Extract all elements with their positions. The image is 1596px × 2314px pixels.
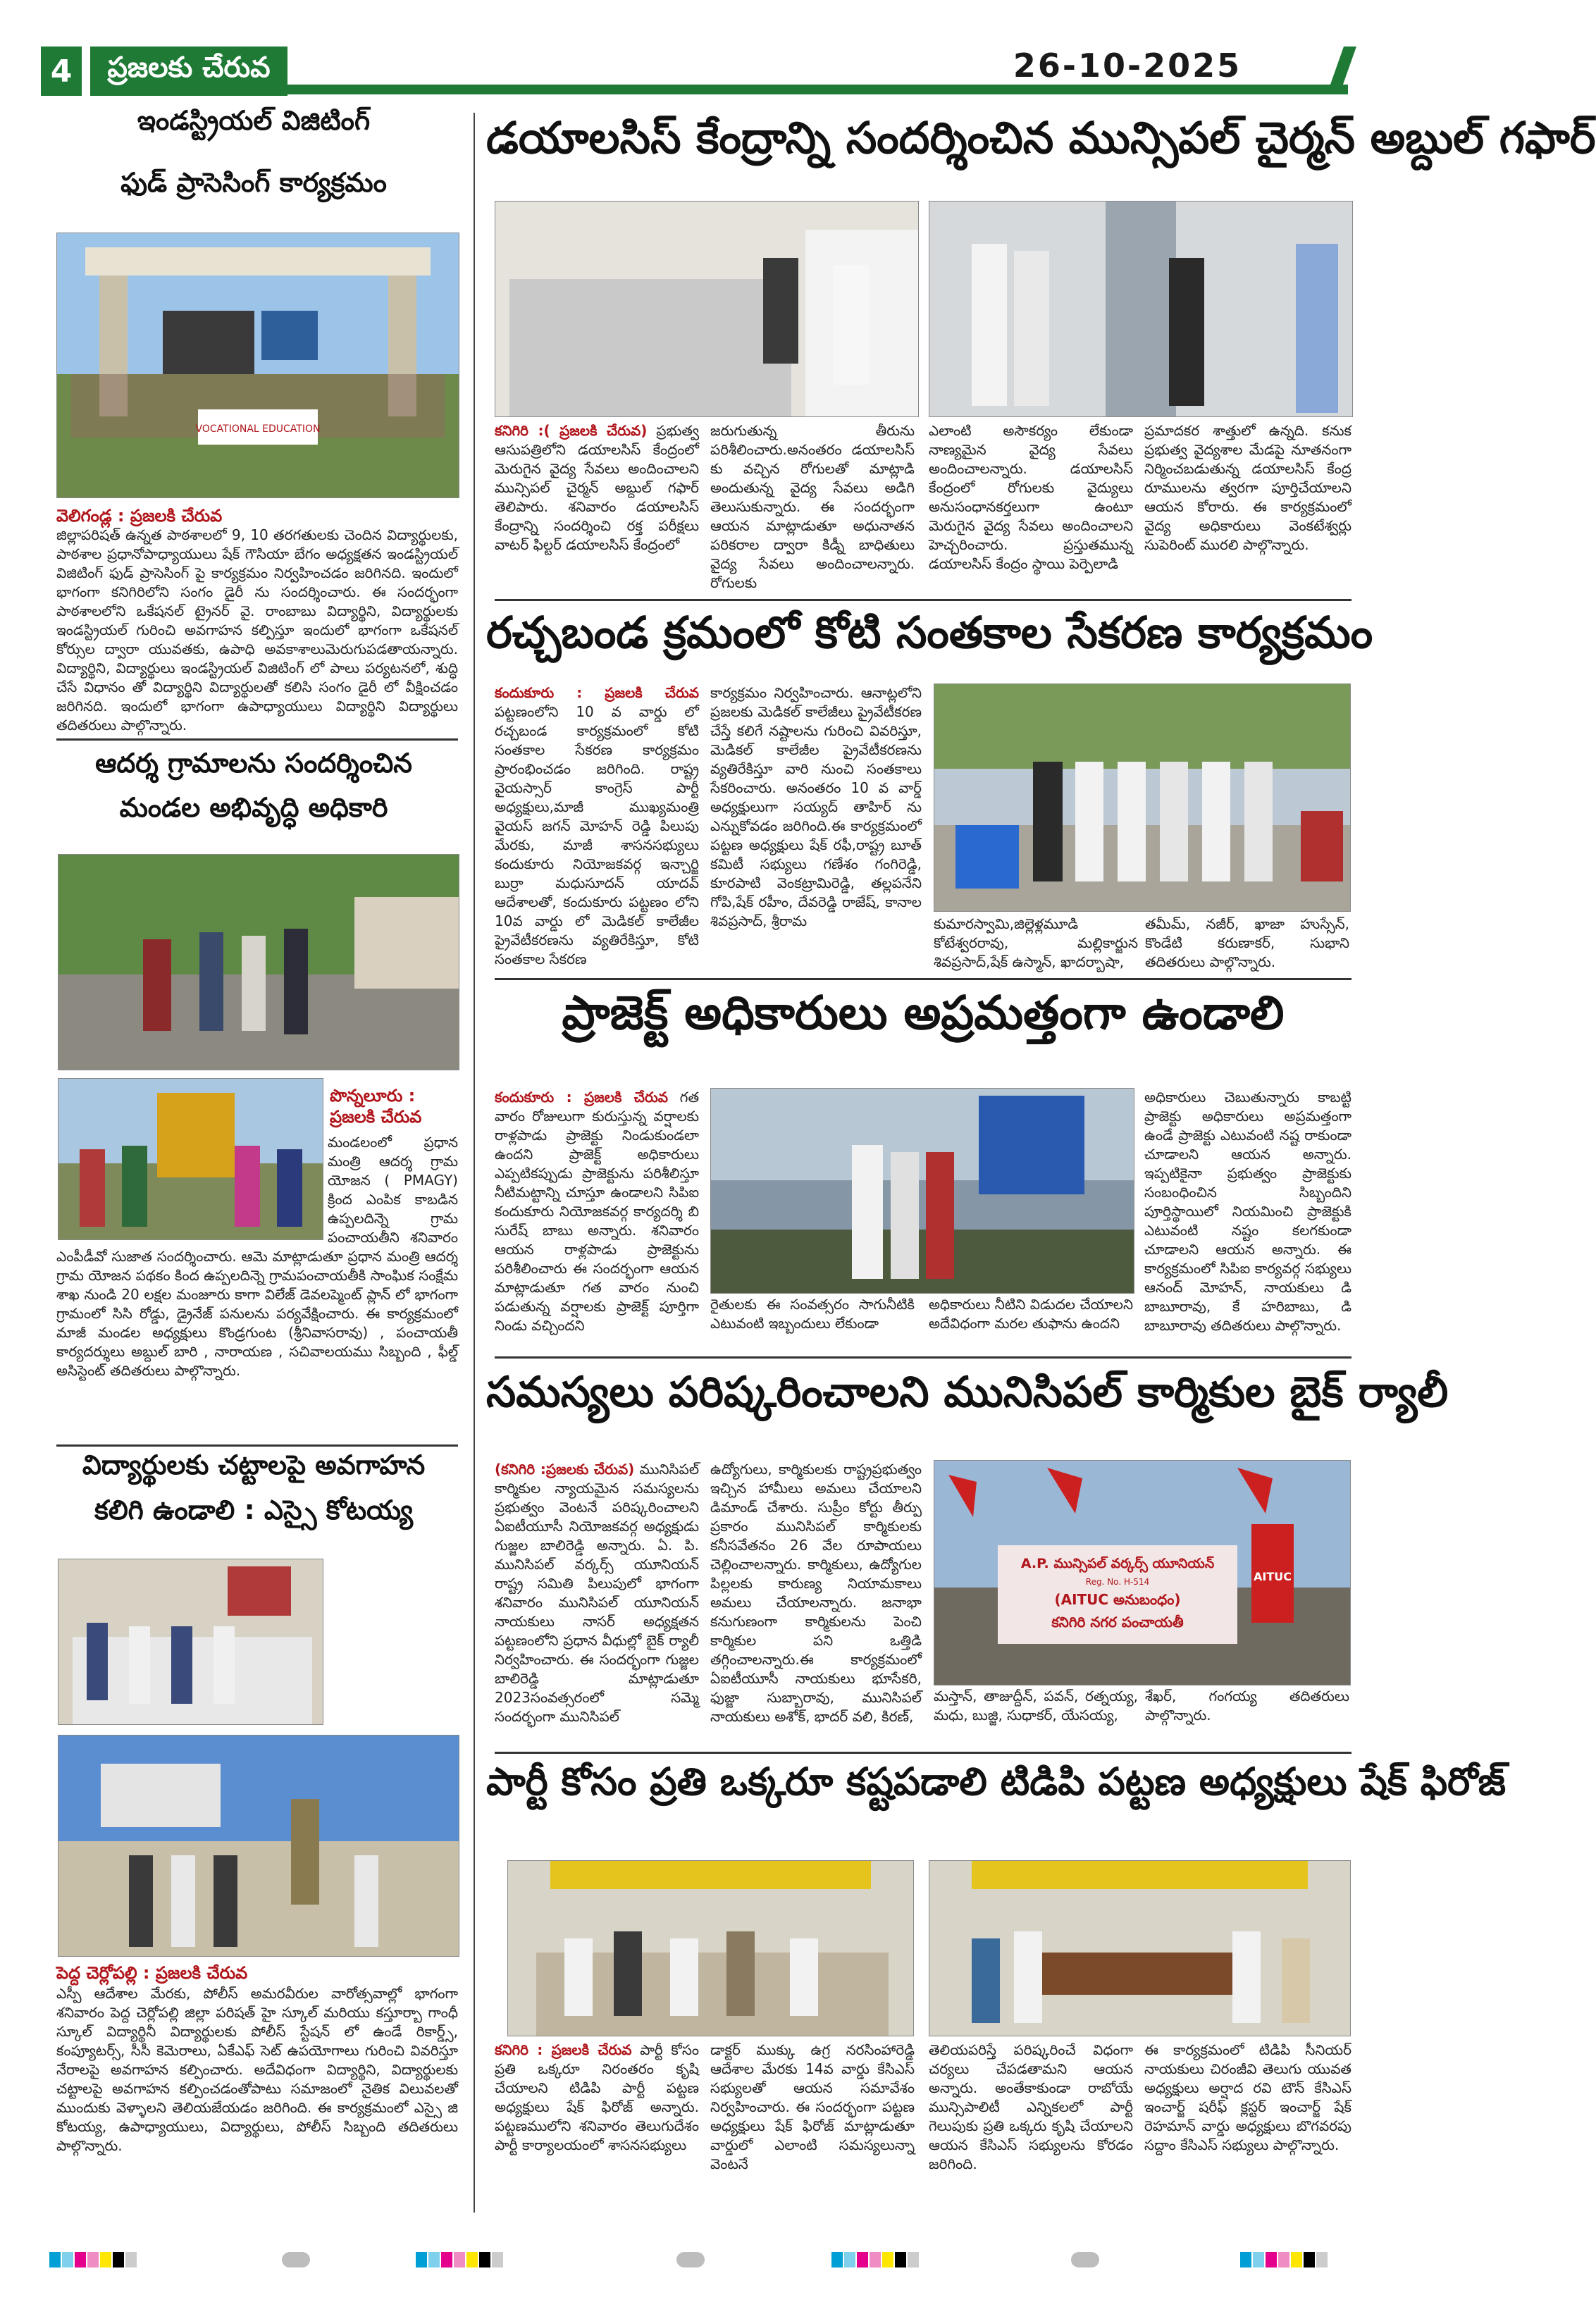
a4-headline: డయాలసిస్ కేంద్రాన్ని సందర్శించిన మున్సిపల్ చైర్మన్ అబ్దుల్ గఫార్ xyxy=(486,112,1596,163)
a7-caption-1: మస్తాన్, తాజుద్దీన్, పవన్, రత్నయ్య, మధు, బుజ్జి, సుధాకర్, యేసయ్య, xyxy=(934,1688,1138,1724)
color-swatch xyxy=(466,2252,478,2267)
color-swatch xyxy=(441,2252,452,2267)
a8-col-3: తెలియపరిస్తే పరిష్కరించే విధంగా చర్యలు చేపడతామని ఆయన అన్నారు. అంతేకాకుండా రాబోయే మున్సిపాలిటీ ఎన్నికలలో పార్టీ గెలుపుకు ప్రతి ఒక్కరు కృషి చేయాలని ఆయన కేసిఎస్ సభ్యులను కోరడం జరిగింది. xyxy=(929,2041,1133,2172)
color-swatch xyxy=(1253,2252,1264,2267)
column-divider xyxy=(474,113,475,2213)
header-bar xyxy=(287,85,1348,94)
a2-headline-2: మండల అభివృద్ధి అధికారి xyxy=(119,792,388,823)
a1-photo-graphic xyxy=(57,233,459,497)
rule xyxy=(56,738,458,741)
a6-col-2: రైతులకు ఈ సంవత్సరం సాగునీటికి ఎటువంటి ఇబ్బందులు లేకుండా xyxy=(710,1296,915,1332)
a7-col-1: (కనిగిరి :ప్రజలకు చేరువ) మునిసిపల్ కార్మికుల న్యాయమైన సమస్యలను ప్రభుత్వం వెంటనే పరిష్కరించాలని ఏఐటీయూసీ నియోజకవర్గ అధ్యక్షుడు గుజ్జల బాలిరెడ్డి అన్నారు. ఏ. పి. మునిసిపల్ వర్కర్స్ యూనియన్ రాష్ట్ర సమితి పిలుపులో భాగంగా శనివారం మునిసిపల్ యూనియన్ నాయకులు నాసర్ అధ్యక్షతన పట్టణంలోని ప్రధాన వీధుల్లో బైక్ ర్యాలీ నిర్వహించారు. ఈ సందర్భంగా గుజ్జల బాలిరెడ్డి మాట్లాడుతూ 2023సంవత్సరంలో సమ్మె సందర్భంగా మునిసిపల్ xyxy=(495,1461,699,1725)
a5-caption-2: తమీమ్, నజీర్, ఖాజా హుస్సేన్, కొండేటి కరుణాకర్, సుభాని తదితరులు పాల్గొన్నారు. xyxy=(1145,915,1349,970)
color-swatch xyxy=(492,2252,503,2267)
color-swatch xyxy=(1304,2252,1315,2267)
a5-caption-1: కుమారస్వామి,జిల్లెళ్లమూడి కోటేశ్వరరావు, మల్లికార్జున శివప్రసాద్,షేక్ ఉస్మాన్, ఖాదర్బాషా, xyxy=(934,915,1138,970)
a7-flag-text: AITUC xyxy=(1254,1570,1292,1583)
a3-photo-1 xyxy=(58,1559,323,1725)
a3-headline-1: విద్యార్థులకు చట్టాలపై అవగాహన xyxy=(82,1449,426,1480)
a4-col-2: జరుగుతున్న తీరును పరిశీలించారు.అనంతరం డయాలసిస్ కు వచ్చిన రోగులతో మాట్లాడి అందుతున్న వైద్య సేవలు అడిగి తెలుసుకున్నారు. ఈ సందర్భంగా ఆయన మాట్లాడుతూ అధునాతన పరికరాల ద్వారా కిడ్నీ బాధితులు వైద్య సేవలు అందించాలన్నారు. రోగులకు xyxy=(710,422,915,591)
a6-col-3: అధికారులు నీటిని విడుదల చేయాలని అదేవిధంగా మరల తుఫాను ఉందని xyxy=(929,1296,1133,1332)
a6-col-1: కందుకూరు : ప్రజలకి చేరువ గత వారం రోజులుగా కురుస్తున్న వర్షాలకు రాళ్లపాడు ప్రాజెక్టు నిండుకుండలా ఉందని ప్రాజెక్ట్ అధికారులు ఎప్పటికప్పుడు ప్రాజెక్టును పరిశీలిస్తూ నీటిమట్టాన్ని చూస్తూ ఉండాలని సిపిఐ కందుకూరు నియోజకవర్గ కార్యదర్శి బి సురేష్ బాబు అన్నారు. శనివారం ఆయన రాళ్లపాడు ప్రాజెక్టును పరిశీలించారు ఈ సందర్భంగా ఆయన మాట్లాడుతూ గత వారం నుంచి పడుతున్న వర్షాలకు ప్రాజెక్ట్ పూర్తిగా నిండు వచ్చిందని xyxy=(495,1089,700,1334)
color-swatch xyxy=(882,2252,893,2267)
registration-oval xyxy=(282,2252,310,2267)
color-swatch xyxy=(87,2252,99,2267)
a7-banner-line-2: (AITUC అనుబంధం) xyxy=(1054,1591,1181,1608)
a2-photo-1 xyxy=(58,854,459,1070)
color-swatch xyxy=(416,2252,427,2267)
a8-photo-1 xyxy=(507,1860,914,2036)
a1-headline-1: ఇండస్ట్రియల్ విజిటింగ్ xyxy=(137,105,371,136)
a6-col-4: అధికారులు చెబుతున్నారు కాబట్టి ప్రాజెక్టు అధికారులు అప్రమత్తంగా ఉండే ప్రాజెక్టు ఎటువంటి నష్ట రాకుండా చూడాలని ఆయన అన్నారు. ఇప్పటికైనా ప్రభుత్వం ప్రాజెక్టుకు సంబంధించిన సిబ్బందిని పూర్తిస్థాయిలో నియమించి ప్రాజెక్టుకి ఎటువంటి నష్టం కలగకుండా చూడాలని ఆయన అన్నారు. ఈ కార్యక్రమంలో సిపిఐ కార్యవర్గ సభ్యులు ఆనంద్ మోహన్, నాయకులు డి బాబూరావు, కే హరిబాబు, డి బాబూరావు తదితరులు పాల్గొన్నారు. xyxy=(1144,1089,1351,1334)
a5-headline: రచ్చబండ క్రమంలో కోటి సంతకాల సేకరణ కార్యక్రమం xyxy=(486,607,1373,658)
rule xyxy=(495,978,1351,980)
a7-headline: సమస్యలు పరిష్కరించాలని మునిసిపల్ కార్మికుల బైక్ ర్యాలీ xyxy=(486,1368,1449,1417)
a8-col-2: డాక్టర్ ముక్కు ఉగ్ర నరసింహారెడ్డి ఆదేశాల మేరకు 14వ వార్డు కేసిఎస్ సభ్యులతో ఆయన సమావేశం నిర్వహించారు. ఈ సందర్భంగా పట్టణ అధ్యక్షులు షేక్ ఫిరోజ్ మాట్లాడుతూ వార్డులో ఎలాంటి సమస్యలున్నా వెంటనే xyxy=(710,2041,915,2172)
a5-col-1: కందుకూరు : ప్రజలకి చేరువ పట్టణంలోని 10 వ వార్డు లో రచ్చబండ కార్యక్రమంలో కోటి సంతకాల సేకరణ కార్యక్రమం ప్రారంభించడం జరిగింది. రాష్ట్ర వైయస్సార్ కాంగ్రెస్ పార్టీ అధ్యక్షులు,మాజీ ముఖ్యమంత్రి వైయస్ జగన్ మోహన్ రెడ్డి పిలుపు మేరకు, మాజీ శాసనసభ్యులు కందుకూరు నియోజకవర్గ ఇన్చార్జి బుర్రా మధుసూదన్ యాదవ్ ఆదేశాలతో, కందుకూరు పట్టణం లోని 10వ వార్డు లో మెడికల్ కాలేజీల ప్రైవేటీకరణను వ్యతిరేకిస్తూ, కోటి సంతకాల సేకరణ xyxy=(495,684,699,967)
a4-col-1: కనిగిరి :( ప్రజలకి చేరువ) ప్రభుత్వ ఆసుపత్రిలోని డయాలసిస్ కేంద్రంలో మెరుగైన వైద్య సేవలు అందించాలని మున్సిపల్ చైర్మన్ అబ్దుల్ గఫార్ తెలిపారు. శనివారం డయాలసిస్ కేంద్రాన్ని సందర్శించి రక్త పరీక్షలు వాటర్ ఫిల్టర్ డయాలసిస్ కేంద్రంలో xyxy=(495,422,700,553)
color-swatch xyxy=(49,2252,61,2267)
a8-photo-2 xyxy=(929,1860,1351,2036)
color-swatch xyxy=(428,2252,440,2267)
color-swatch xyxy=(895,2252,906,2267)
a7-banner-line-1: A.P. మున్సిపల్ వర్కర్స్ యూనియన్ xyxy=(1020,1556,1215,1571)
a8-photo-graphic-2 xyxy=(929,1861,1350,2036)
color-swatch xyxy=(62,2252,73,2267)
a3-photo-graphic-1 xyxy=(58,1559,323,1724)
color-swatch xyxy=(1266,2252,1277,2267)
a8-col-4: ఈ కార్యక్రమంలో టిడిపి సీనియర్ నాయకులు చిరంజీవి తెలుగు యువత అధ్యక్షులు అర్షాద రవి టౌన్ కేసిఎస్ ఇంచార్జ్ షరీఫ్ క్లస్టర్ ఇంచార్జ్ షేక్ రెహమాన్ వార్డు అధ్యక్షులు బొగవరపు సద్దాం కేసిఎస్ సభ్యులు పాల్గొన్నారు. xyxy=(1144,2041,1351,2153)
color-swatch xyxy=(1316,2252,1328,2267)
a6-photo xyxy=(710,1088,1134,1294)
registration-oval xyxy=(676,2252,705,2267)
a6-photo-graphic xyxy=(711,1089,1134,1293)
a5-photo xyxy=(934,683,1351,912)
issue-date: 26-10-2025 xyxy=(1013,47,1242,85)
a4-photo-graphic-2 xyxy=(929,202,1352,416)
a3-photo-2 xyxy=(58,1735,459,1957)
a1-body: జిల్లాపరిషత్ ఉన్నత పాఠశాలలో 9, 10 తరగతులకు చెందిన విద్యార్థులకు, పాఠశాల ప్రధానోపాధ్యాయులు షేక్ గౌసియా బేగం అధ్యక్షతన ఇండస్ట్రియల్ విజిటింగ్ ఫుడ్ ప్రాసెసింగ్ పై కార్యక్రమం నిర్వహించడం జరిగినది. ఇందులో భాగంగా కనిగిరిలోని సంగం డైరీ ను సందర్శించారు. ఈ సందర్భంగా పాఠశాలలోని ఒకేషనల్ ట్రైనర్ వై. రాంబాబు విద్యార్థిని, విద్యార్థులకు ఇండస్ట్రియల్ గురించి అవగాహన కల్పిస్తూ ఇందులో భాగంగా ఒకేషనల్ కోర్సుల ద్వారా యువతకు, ఉపాధి అవకాశాలుమెరుగుపడతాయన్నారు. విద్యార్థిని, విద్యార్థులు ఇండస్ట్రియల్ విజిటింగ్ లో పాలు పర్యటనలో, శుద్ధి చేసే విధానం తో విద్యార్థిని విద్యార్థులతో కలిసి సంగం డైరీ లో వీక్షించడం జరిగినది. ఇందులో భాగంగా ఉపాధ్యాయులు విద్యార్థిని విద్యార్థులు తదితరులు పాల్గొన్నారు. xyxy=(56,526,458,734)
color-swatch xyxy=(100,2252,111,2267)
a4-photo-2 xyxy=(929,201,1353,417)
a3-body: ఎస్పీ ఆదేశాల మేరకు, పోలీస్ అమరవీరుల వారోత్సవాల్లో భాగంగా శనివారం పెద్ద చెర్లోపల్లి జిల్లా పరిషత్ హై స్కూల్ మరియు కస్తూర్బా గాంధీ స్కూల్ విద్యార్థినీ విద్యార్థులకు పోలీస్ స్టేషన్ లో ఉండే రికార్డ్స్, కంప్యూటర్స్, సీసీ కెమెరాలు, ఏకేఎఫ్ సెట్ ఉపయోగాలు గురించి వివరిస్తూ నేరాలపై అవగాహన కల్పించారు. అదేవిధంగా విద్యార్థిని, విద్యార్థులకు చట్టాలపై అవగాహన కల్పించడంతోపాటు సమాజంలో నైతిక విలువలతో ముందుకు వెళ్ళాలని తెలియజేయడం జరిగింది. ఈ కార్యక్రమంలో ఎస్సై జి కోటయ్య, ఉపాధ్యాయులు, విద్యార్థులు, పోలీస్ సిబ్బంది తదితరులు పాల్గొన్నారు. xyxy=(56,1985,458,2154)
a2-dateline: పొన్నలూరు : ప్రజలకి చేరువ xyxy=(330,1086,422,1127)
registration-oval xyxy=(1071,2252,1099,2267)
color-swatch xyxy=(113,2252,124,2267)
a8-col-1: కనిగిరి : ప్రజలకి చేరువ పార్టీ కోసం ప్రతి ఒక్కరూ నిరంతరం కృషి చేయాలని టిడిపి పార్టీ పట్టణ అధ్యక్షులు షేక్ ఫిరోజ్ అన్నారు. పట్టణములోని శనివారం తెలుగుదేశం పార్టీ కార్యాలయంలో శాసనసభ్యులు xyxy=(495,2041,700,2153)
a2-photo-graphic-1 xyxy=(58,855,459,1070)
a7-reg-number: Reg. No. H-514 xyxy=(1085,1577,1150,1587)
a7-photo xyxy=(934,1460,1351,1685)
color-swatch xyxy=(1291,2252,1302,2267)
a2-headline-1: ఆదర్శ గ్రామాలను సందర్శించిన xyxy=(95,748,412,779)
color-swatch xyxy=(1278,2252,1289,2267)
a3-dateline: పెద్ద చెర్లోపల్లి : ప్రజలకి చేరువ xyxy=(56,1963,248,1983)
color-swatch xyxy=(870,2252,881,2267)
a4-col-3: ఎలాంటి అసౌకర్యం లేకుండా నాణ్యమైన వైద్య సేవలు అందించాలన్నారు. డయాలసిస్ కేంద్రంలో రోగులకు వైద్యులు అనుసంధానకర్తలుగా ఉంటూ మెరుగైన వైద్య సేవలు అందించాలని హెచ్చరించారు. ప్రస్తుతమున్న డయాలసిస్ కేంద్రం స్థాయి పెర్పెలాడి xyxy=(929,422,1133,572)
color-swatch xyxy=(479,2252,490,2267)
rule xyxy=(495,1356,1351,1359)
color-swatch xyxy=(454,2252,465,2267)
a1-photo xyxy=(56,233,459,498)
color-swatch xyxy=(831,2252,843,2267)
a1-photo-banner: VOCATIONAL EDUCATION xyxy=(195,423,321,435)
a5-col-2: కార్యక్రమం నిర్వహించారు. ఆనాట్లలోని ప్రజలకు మెడికల్ కాలేజీలు ప్రైవేటీకరణ చేస్తే కలిగే నష్టాలను గురించి వివరిస్తూ, మెడికల్ కాలేజీల ప్రైవేటీకరణను వ్యతిరేకిస్తూ వారి నుంచి సంతకాలు సేకరించారు. అనంతరం 10 వ వార్డ్ అధ్యక్షులుగా సయ్యద్ తాహిర్ ను ఎన్నుకోవడం జరిగింది.ఈ కార్యక్రమంలో పట్టణ అధ్యక్షులు షేక్ రఫీ,రాష్ట్ర బూత్ కమిటీ సభ్యులు గణేశం గంగిరెడ్డి, కూరపాటి వెంకట్రామిరెడ్డి, తల్లపనేని గోపి,షేక్ రహీం, దేవరెడ్డి రాజేష్, కానాల శివప్రసాద్, శ్రీరామ xyxy=(710,684,922,929)
a1-headline-2: ఫుడ్ ప్రాసెసింగ్ కార్యక్రమం xyxy=(120,167,387,198)
a3-headline-2: కలిగి ఉండాలి : ఎస్సై కోటయ్య xyxy=(94,1495,414,1526)
color-swatch xyxy=(1240,2252,1251,2267)
a5-photo-graphic xyxy=(934,684,1350,911)
rule xyxy=(495,1752,1351,1754)
a7-caption-2: శేఖర్, గంగయ్య తదితరులు పాల్గొన్నారు. xyxy=(1145,1688,1349,1724)
color-swatch xyxy=(75,2252,86,2267)
page-number: 4 xyxy=(41,47,82,96)
a6-headline: ప్రాజెక్ట్ అధికారులు అప్రమత్తంగా ఉండాలి xyxy=(562,986,1285,1040)
a8-photo-graphic-1 xyxy=(508,1861,913,2036)
a1-dateline: వెలిగండ్ల : ప్రజలకి చేరువ xyxy=(56,506,223,526)
paper-name: ప్రజలకు చేరువ xyxy=(90,47,287,96)
a7-col-2: ఉద్యోగులు, కార్మికులకు రాష్ట్రప్రభుత్వం ఇచ్చిన హామీలు అమలు చేయాలని డిమాండ్ చేశారు. సుప్రీం కోర్టు తీర్పు ప్రకారం మునిసిపల్ కార్మికులకు కనీసవేతనం 26 వేల రూపాయలు చెల్లించాలన్నారు. కార్మికులు, ఉద్యోగుల పిల్లలకు కారుణ్య నియామకాలు అమలు చేయాలన్నారు. జనాభా కనుగుణంగా కార్మికులను పెంచి కార్మికుల పని ఒత్తిడి తగ్గించాలన్నారు.ఈ కార్యక్రమంలో ఏఐటీయూసీ నాయకులు భూసేకరి, ఫుజ్జా సుబ్బారావు, మునిసిపల్ నాయకులు అశోక్, భాదర్ వలి, కిరణ్, xyxy=(710,1461,922,1725)
a2-body: మండలంలో ప్రధాన మంత్రి ఆదర్శ గ్రామ యోజన ( PMAGY) క్రింద ఎంపిక కాబడిన ఉప్పలదిన్నె గ్రామ పంచాయతీని శనివారం ఎంపీడీవో సుజాత సందర్శించారు. ఆమె మాట్లాడుతూ ప్రధాన మంత్రి ఆదర్శ గ్రామ యోజన పథకం కింద ఉప్పలదిన్నె గ్రామపంచాయతీకి సాంఘిక సంక్షేమ శాఖ నుండి 20 లక్షల మంజూరు కాగా విలేజ్ డెవలప్మెంట్ ప్లాన్ లో భాగంగా గ్రామంలో సిసి రోడ్డు, డ్రైనేజ్ పనులను పర్యవేక్షించారు. ఈ కార్యక్రమంలో మాజీ మండల అధ్యక్షులు కొండ్రగుంట (శ్రీనివాసరావు) , పంచాయతీ కార్యదర్శులు అబ్దుల్ బారి , నారాయణ , సచివాలయము సిబ్బంది , ఫీల్డ్ అసిస్టెంట్ తదితరులు పాల్గొన్నారు. xyxy=(56,1134,458,1379)
a8-headline: పార్టీ కోసం ప్రతి ఒక్కరూ కష్టపడాలి టిడిపి పట్టణ అధ్యక్షులు షేక్ ఫిరోజ్ xyxy=(486,1759,1506,1804)
color-swatch xyxy=(844,2252,855,2267)
a4-col-4: ప్రమాదకర శాత్తులో ఉన్నది. కనుక ప్రభుత్వ వైద్యశాల మేడపై నూతనంగా నిర్మించబడుతున్న డయాలసిస్ కేంద్ర రూములను త్వరగా పూర్తిచేయాలని ఆయన కోరారు. ఈ కార్యక్రమంలో వైద్య అధికారులు వెంకటేశ్వర్లు సుపెరింట్ మురలి పాల్గొన్నారు. xyxy=(1144,422,1351,553)
a7-banner-line-3: కనిగిరి నగర పంచాయతీ xyxy=(1051,1614,1184,1631)
a3-photo-graphic-2 xyxy=(58,1736,459,1956)
a4-photo-1 xyxy=(495,201,919,417)
color-swatch xyxy=(125,2252,137,2267)
rule xyxy=(495,599,1351,601)
a7-photo-graphic xyxy=(934,1461,1350,1685)
rule xyxy=(56,1444,458,1447)
color-swatch xyxy=(857,2252,868,2267)
a4-photo-graphic-1 xyxy=(495,202,918,416)
color-swatch xyxy=(908,2252,919,2267)
